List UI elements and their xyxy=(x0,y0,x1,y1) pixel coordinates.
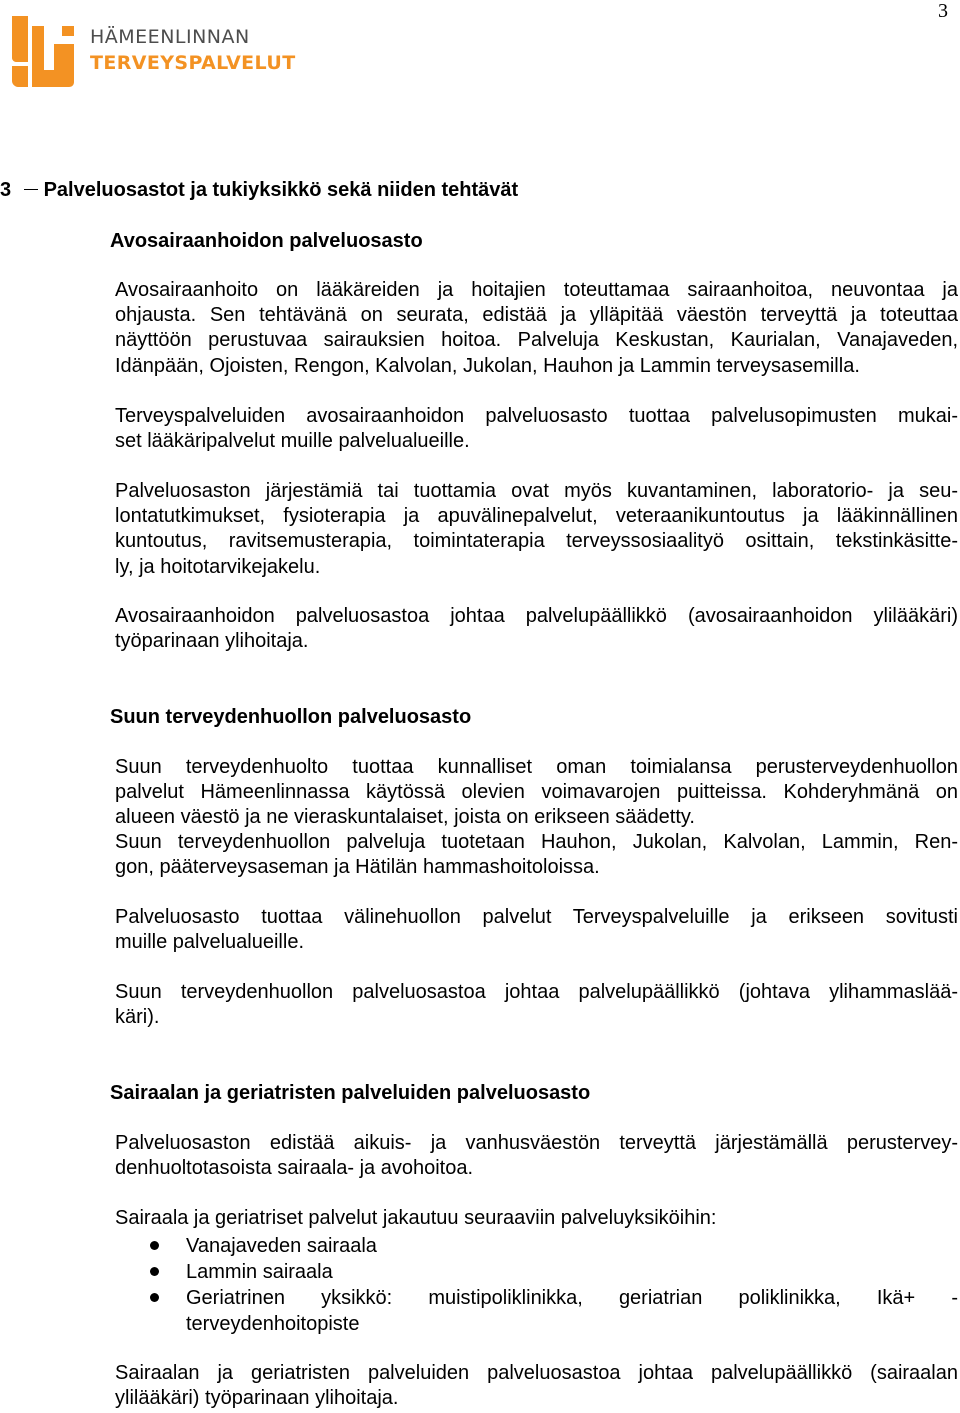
organization-logo xyxy=(10,16,296,88)
list-item-text: terveydenhoitopiste xyxy=(186,1313,360,1335)
paragraph xyxy=(115,830,958,880)
chapter-number: 3 xyxy=(0,179,12,201)
text-line: Avosairaanhoidon palveluosastoa johtaa palvelupäällikkö (avosairaanhoidon ylilääkäri) xyxy=(115,605,958,627)
text-line: työparinaan ylihoitaja. xyxy=(115,630,309,653)
bullet-list xyxy=(115,1233,958,1337)
paragraph xyxy=(115,980,958,1030)
text-line: Idänpään, Ojoisten, Rengon, Kalvolan, Jukolan, Hauhon ja Lammin terveysasemilla. xyxy=(115,354,860,377)
text-line: alueen väestö ja ne vieraskuntalaiset, joista on erikseen säädetty. xyxy=(115,806,695,829)
text-line: Sairaalan ja geriatristen palveluiden palveluosastoa johtaa palvelupäällikkö (sairaalan xyxy=(115,1362,958,1384)
text-line: ohjausta. Sen tehtävänä on seurata, edistää ja ylläpitää väestön terveyttä ja toteuttaa xyxy=(115,304,958,327)
text-line: denhuoltotasoista sairaala- ja avohoitoa. xyxy=(115,1157,474,1180)
list-item xyxy=(115,1285,958,1337)
paragraph xyxy=(115,404,958,454)
chapter-title-text: Palveluosastot ja tukiyksikkö sekä niiden tehtävät xyxy=(43,179,519,201)
text-line: ly, ja hoitotarvikejakelu. xyxy=(115,555,321,578)
text-line: lontatutkimukset, fysioterapia ja apuvälinepalvelut, veteraanikuntoutus ja lääkinnällinen xyxy=(115,505,958,528)
logo-text-line1: HÄMEENLINNAN xyxy=(90,26,250,48)
text-line: Sairaala ja geriatriset palvelut jakautuu seuraaviin palveluyksiköihin: xyxy=(115,1207,717,1229)
paragraph xyxy=(115,1206,958,1231)
text-line: Palveluosasto tuottaa välinehuollon palvelut Terveyspalveluille ja erikseen sovitusti xyxy=(115,906,958,928)
paragraph xyxy=(115,1361,958,1411)
bullet-icon xyxy=(150,1267,159,1276)
text-line: gon, pääterveysaseman ja Hätilän hammashoitoloissa. xyxy=(115,856,600,879)
text-line: Suun terveydenhuollon palveluja tuotetaan Hauhon, Jukolan, Kalvolan, Lammin, Ren- xyxy=(115,831,958,853)
text-line: käri). xyxy=(115,1006,160,1029)
page-number: 3 xyxy=(938,0,948,22)
bullet-icon xyxy=(150,1241,159,1250)
logo-mark-icon xyxy=(10,16,82,88)
section-heading-block xyxy=(110,1080,958,1106)
text-line: Avosairaanhoito on lääkäreiden ja hoitajien toteuttamaa sairaanhoitoa, neuvontaa ja xyxy=(115,279,958,301)
text-line: muille palvelualueille. xyxy=(115,931,304,954)
text-line: ylilääkäri) työparinaan ylihoitaja. xyxy=(115,1387,399,1410)
text-line: Palveluosaston edistää aikuis- ja vanhusväestön terveyttä järjestämällä perustervey- xyxy=(115,1132,958,1154)
text-line: näyttöön perustuvaa sairauksien hoitoa. Palveluja Keskustan, Kaurialan, Vanajaveden, xyxy=(115,329,958,352)
section-heading: Avosairaanhoidon palveluosasto xyxy=(110,230,423,252)
text-line: Terveyspalveluiden avosairaanhoidon palveluosasto tuottaa palvelusopimusten mukai- xyxy=(115,405,958,427)
list-item-text: Geriatrinen yksikkö: muistipoliklinikka, geriatrian poliklinikka, Ikä+ - xyxy=(186,1287,958,1309)
list-item xyxy=(115,1259,958,1285)
paragraph xyxy=(115,755,958,831)
section-heading: Suun terveydenhuollon palveluosasto xyxy=(110,706,472,728)
list-item-text: Vanajaveden sairaala xyxy=(186,1235,377,1257)
section-heading-block xyxy=(110,228,958,254)
text-line: Palveluosaston järjestämiä tai tuottamia ovat myös kuvantaminen, laboratorio- ja seu- xyxy=(115,480,958,502)
text-line: palvelut Hämeenlinnassa käytössä olevien voimavarojen puitteissa. Kohderyhmänä on xyxy=(115,781,958,804)
list-item xyxy=(115,1233,958,1259)
paragraph xyxy=(115,1131,958,1181)
text-line: Suun terveydenhuolto tuottaa kunnalliset oman toimialansa perusterveydenhuollon xyxy=(115,756,958,778)
list-item-text: Lammin sairaala xyxy=(186,1261,333,1283)
text-line: set lääkäripalvelut muille palvelualueille. xyxy=(115,430,470,453)
paragraph xyxy=(115,278,958,379)
text-line: kuntoutus, ravitsemusterapia, toimintaterapia terveyssosiaalityö osittain, tekstinkäsitte- xyxy=(115,530,958,553)
paragraph xyxy=(115,479,958,580)
chapter-separator xyxy=(24,189,38,190)
chapter-title xyxy=(0,176,518,204)
section-heading: Sairaalan ja geriatristen palveluiden palveluosasto xyxy=(110,1082,591,1104)
bullet-icon xyxy=(150,1293,159,1302)
paragraph xyxy=(115,905,958,955)
section-heading-block xyxy=(110,704,958,730)
paragraph xyxy=(115,604,958,654)
text-line: Suun terveydenhuollon palveluosastoa johtaa palvelupäällikkö (johtava ylihammaslää- xyxy=(115,981,958,1003)
logo-text-line2: TERVEYSPALVELUT xyxy=(90,52,296,74)
